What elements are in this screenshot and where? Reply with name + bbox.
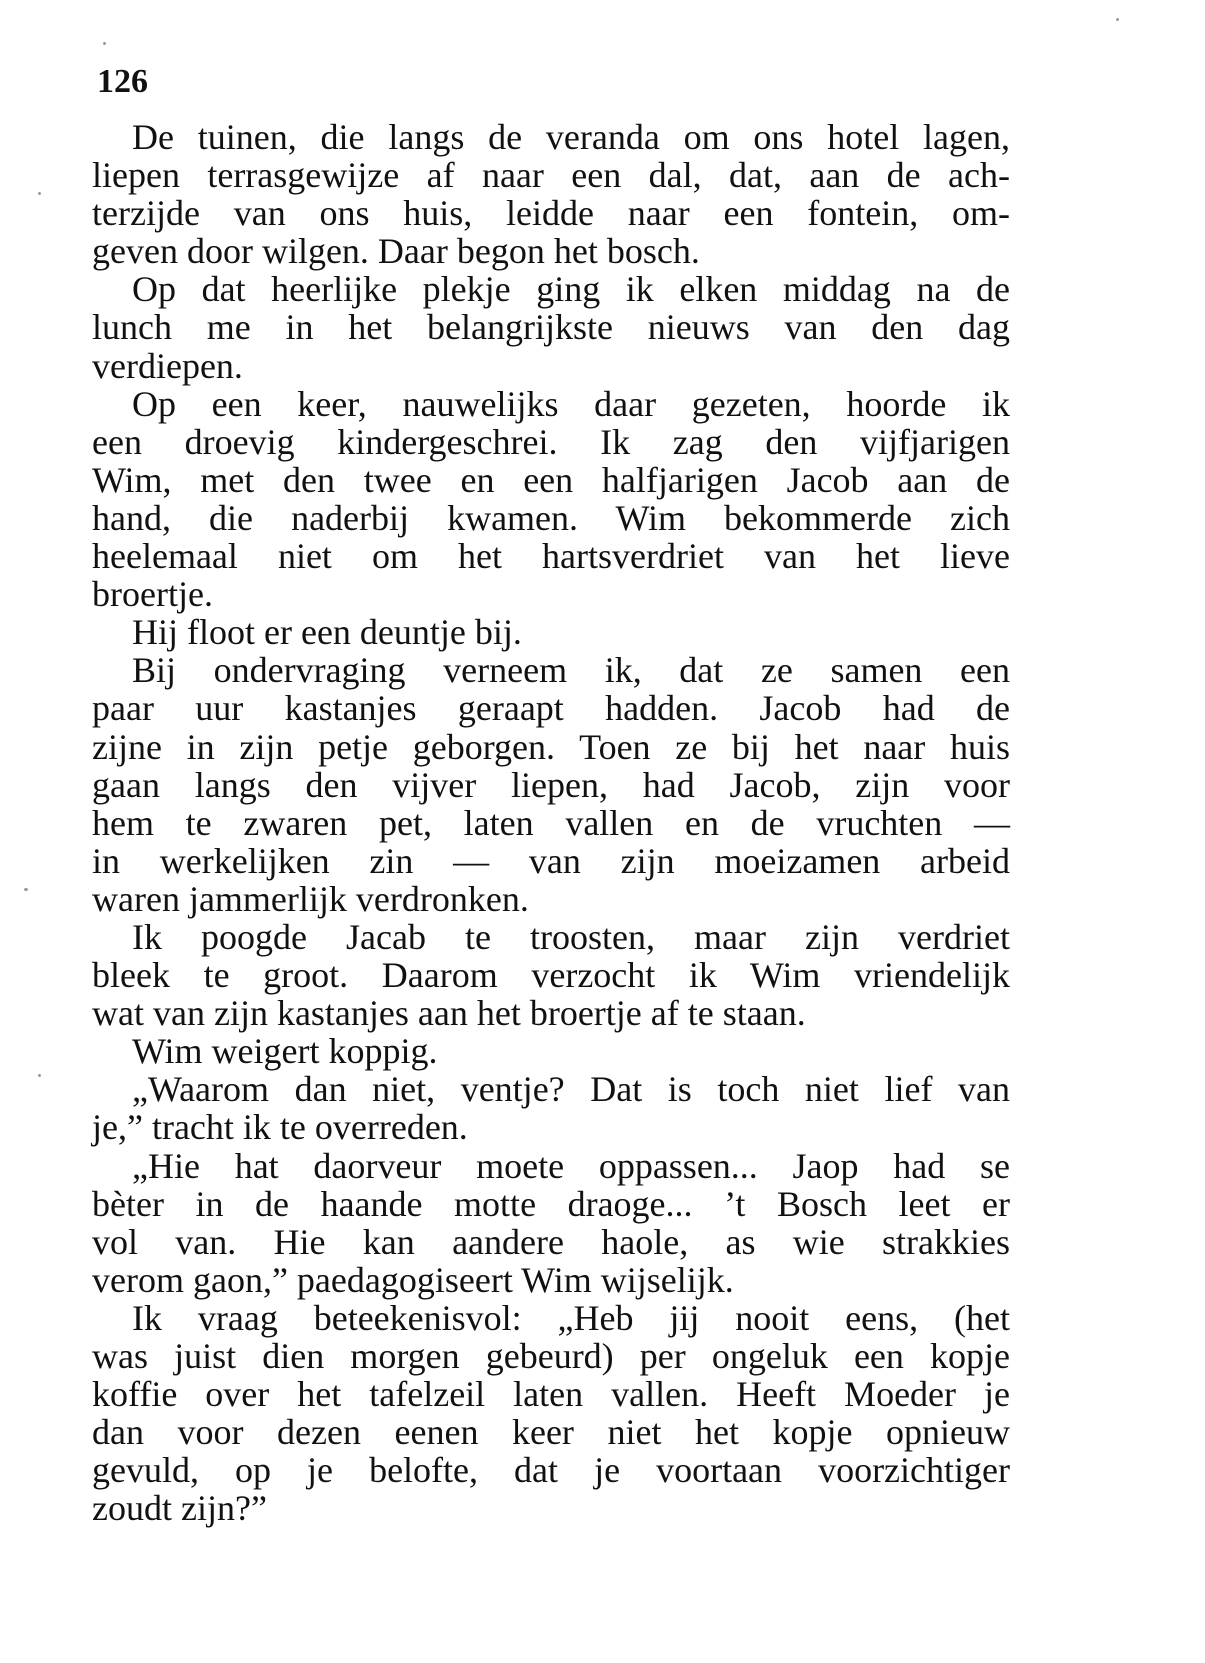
text-line: Op een keer, nauwelijks daar gezeten, hoorde ik (132, 383, 1010, 424)
text-line: De tuinen, die langs de veranda om ons hotel lagen, (132, 117, 1010, 157)
text-line: dan voor dezen eenen keer niet het kopje opnieuw (92, 1412, 1010, 1453)
page-number: 126 (97, 63, 148, 100)
scan-speck (1116, 18, 1119, 21)
text-line: verom gaon,” paedagogiseert Wim wijselijk. (92, 1259, 734, 1300)
text-line: „Waarom dan niet, ventje? Dat is toch niet lief van (132, 1069, 1010, 1110)
text-line: hem te zwaren pet, laten vallen en de vruchten — (92, 802, 1010, 843)
text-line: was juist dien morgen gebeurd) per ongeluk een kopje (92, 1336, 1010, 1376)
text-line: bleek te groot. Daarom verzocht ik Wim vriendelijk (92, 955, 1010, 996)
scan-speck (24, 888, 28, 891)
scan-speck (38, 192, 41, 195)
text-line: een droevig kindergeschrei. Ik zag den vijfjarigen (92, 421, 1010, 462)
text-line: Wim, met den twee en een halfjarigen Jacob aan de (92, 459, 1010, 500)
text-line: terzijde van ons huis, leidde naar een fontein, om- (92, 193, 1010, 234)
text-line: waren jammerlijk verdronken. (92, 878, 529, 919)
text-line: „Hie hat daorveur moete oppassen... Jaop had se (132, 1145, 1010, 1186)
text-line: gaan langs den vijver liepen, had Jacob, zijn voor (92, 764, 1010, 805)
text-line: hand, die naderbij kwamen. Wim bekommerde zich (92, 497, 1010, 538)
scan-speck (103, 42, 106, 45)
text-line: koffie over het tafelzeil laten vallen. Heeft Moeder je (92, 1374, 1010, 1415)
text-line: liepen terrasgewijze af naar een dal, dat, aan de ach- (92, 155, 1010, 196)
scan-speck (38, 1074, 41, 1077)
text-line: broertje. (92, 574, 213, 615)
text-line: in werkelijken zin — van zijn moeizamen arbeid (92, 840, 1010, 881)
text-line: Ik vraag beteekenisvol: „Heb jij nooit eens, (het (132, 1297, 1010, 1338)
text-line: vol van. Hie kan aandere haole, as wie strakkies (92, 1221, 1010, 1262)
text-line: Bij ondervraging verneem ik, dat ze samen een (132, 650, 1010, 691)
text-line: wat van zijn kastanjes aan het broertje af te staan. (92, 993, 806, 1034)
text-line: zoudt zijn?” (92, 1488, 267, 1529)
text-line: je,” tracht ik te overreden. (92, 1107, 468, 1148)
text-line: lunch me in het belangrijkste nieuws van den dag (92, 307, 1010, 348)
text-line: Wim weigert koppig. (132, 1031, 438, 1072)
text-line: bèter in de haande motte draoge... ’t Bosch leet er (92, 1183, 1010, 1224)
text-line: paar uur kastanjes geraapt hadden. Jacob had de (92, 688, 1010, 729)
text-line: Hij floot er een deuntje bij. (132, 612, 522, 653)
text-line: heelemaal niet om het hartsverdriet van het lieve (92, 536, 1010, 577)
text-line: Ik poogde Jacab te troosten, maar zijn verdriet (132, 916, 1010, 957)
text-line: gevuld, op je belofte, dat je voortaan voorzichtiger (92, 1450, 1010, 1491)
body-text (92, 118, 1010, 1527)
text-line: verdiepen. (92, 345, 243, 386)
text-line: zijne in zijn petje geborgen. Toen ze bij het naar huis (92, 726, 1010, 767)
text-line: Op dat heerlijke plekje ging ik elken middag na de (132, 269, 1010, 310)
text-line: geven door wilgen. Daar begon het bosch. (92, 231, 700, 272)
